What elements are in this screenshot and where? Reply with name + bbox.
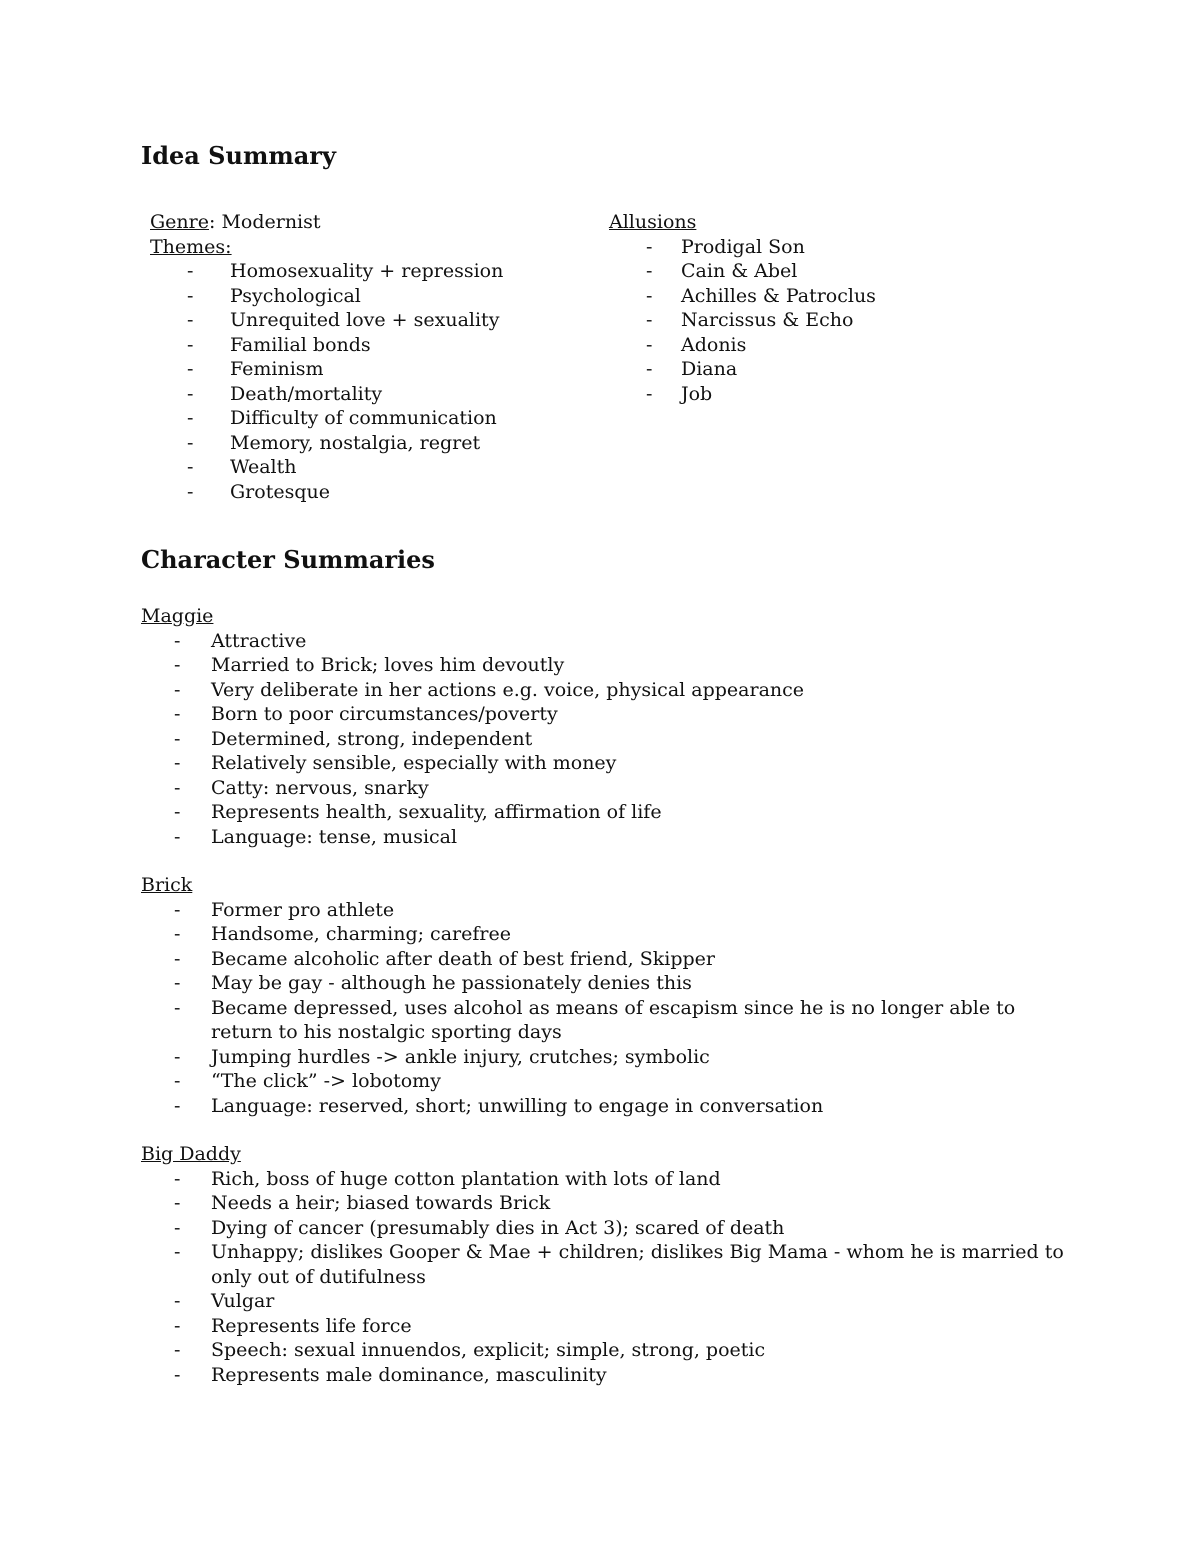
list-item xyxy=(141,971,1071,996)
dash-bullet: - xyxy=(174,1167,181,1190)
list-item xyxy=(141,1069,1071,1094)
list-item-text: Needs a heir; biased towards Brick xyxy=(211,1192,551,1214)
dash-bullet: - xyxy=(187,284,194,307)
dash-bullet: - xyxy=(174,1290,181,1312)
list-item xyxy=(141,653,1071,678)
allusions-list xyxy=(609,235,1009,407)
list-item xyxy=(141,1094,1071,1119)
dash-bullet: - xyxy=(174,1314,181,1337)
dash-bullet: - xyxy=(174,923,181,945)
dash-bullet: - xyxy=(174,1045,181,1068)
list-item-text: Very deliberate in her actions e.g. voice, physical appearance xyxy=(211,678,805,701)
list-item-text: Married to Brick; loves him devoutly xyxy=(211,654,565,676)
dash-bullet: - xyxy=(174,996,181,1019)
list-item xyxy=(141,1363,1071,1388)
dash-bullet: - xyxy=(174,801,181,823)
list-item-text: Cain & Abel xyxy=(681,260,798,282)
character-traits-list xyxy=(141,1167,1071,1388)
list-item-text: Language: tense, musical xyxy=(211,825,458,848)
list-item-text: Born to poor circumstances/poverty xyxy=(211,703,558,725)
list-item-text: Represents male dominance, masculinity xyxy=(211,1363,607,1386)
dash-bullet: - xyxy=(174,776,181,799)
list-item xyxy=(609,308,1009,333)
list-item xyxy=(141,996,1071,1045)
dash-bullet: - xyxy=(187,333,194,356)
dash-bullet: - xyxy=(187,456,194,478)
list-item xyxy=(150,480,570,505)
list-item-text: Became alcoholic after death of best friend, Skipper xyxy=(211,947,715,970)
dash-bullet: - xyxy=(646,333,653,356)
dash-bullet: - xyxy=(646,309,653,331)
list-item xyxy=(141,776,1071,801)
list-item xyxy=(141,800,1071,825)
genre-themes-column xyxy=(150,210,570,504)
dash-bullet: - xyxy=(174,1363,181,1386)
dash-bullet: - xyxy=(174,1192,181,1214)
list-item-text: Speech: sexual innuendos, explicit; simple, strong, poetic xyxy=(211,1339,766,1361)
list-item-text: Catty: nervous, snarky xyxy=(211,776,429,799)
dash-bullet: - xyxy=(646,382,653,405)
dash-bullet: - xyxy=(174,629,181,652)
list-item xyxy=(141,947,1071,972)
themes-list xyxy=(150,259,570,504)
list-item xyxy=(141,1216,1071,1241)
list-item-text: Homosexuality + repression xyxy=(230,260,504,282)
list-item xyxy=(141,1045,1071,1070)
list-item-text: Rich, boss of huge cotton plantation with lots of land xyxy=(211,1167,721,1190)
character-name: Big Daddy xyxy=(141,1143,241,1165)
list-item-text: May be gay - although he passionately denies this xyxy=(211,972,692,994)
character-traits-list xyxy=(141,898,1071,1119)
list-item-text: Prodigal Son xyxy=(681,235,805,258)
list-item-text: Language: reserved, short; unwilling to engage in conversation xyxy=(211,1094,824,1117)
list-item-text: Narcissus & Echo xyxy=(681,309,854,331)
list-item xyxy=(141,678,1071,703)
dash-bullet: - xyxy=(174,1070,181,1092)
dash-bullet: - xyxy=(187,358,194,380)
character-traits-list xyxy=(141,629,1071,850)
dash-bullet: - xyxy=(174,1241,181,1263)
list-item xyxy=(141,1338,1071,1363)
dash-bullet: - xyxy=(174,947,181,970)
list-item xyxy=(150,455,570,480)
dash-bullet: - xyxy=(174,1339,181,1361)
list-item-text: Represents life force xyxy=(211,1314,412,1337)
dash-bullet: - xyxy=(646,284,653,307)
list-item xyxy=(150,284,570,309)
dash-bullet: - xyxy=(174,1216,181,1239)
list-item-text: Handsome, charming; carefree xyxy=(211,923,511,945)
list-item xyxy=(150,259,570,284)
list-item xyxy=(141,751,1071,776)
character-name: Brick xyxy=(141,874,193,896)
list-item-text: Became depressed, uses alcohol as means of escapism since he is no longer able to return to his nostalgic sporting days xyxy=(211,996,1016,1043)
list-item xyxy=(609,382,1009,407)
character-block-maggie xyxy=(141,604,1071,849)
dash-bullet: - xyxy=(187,431,194,454)
list-item xyxy=(150,333,570,358)
allusions-column xyxy=(609,210,1009,406)
list-item xyxy=(141,1167,1071,1192)
dash-bullet: - xyxy=(174,825,181,848)
dash-bullet: - xyxy=(646,358,653,380)
list-item-text: Feminism xyxy=(230,358,324,380)
list-item xyxy=(150,308,570,333)
list-item-text: Attractive xyxy=(211,629,307,652)
dash-bullet: - xyxy=(187,407,194,429)
list-item-text: Difficulty of communication xyxy=(230,407,497,429)
list-item xyxy=(141,702,1071,727)
list-item-text: “The click” -> lobotomy xyxy=(211,1070,441,1092)
list-item xyxy=(141,727,1071,752)
list-item xyxy=(150,431,570,456)
dash-bullet: - xyxy=(174,727,181,750)
list-item-text: Job xyxy=(681,382,713,405)
themes-label: Themes: xyxy=(150,235,232,258)
list-item xyxy=(141,1289,1071,1314)
list-item xyxy=(141,1191,1071,1216)
character-summaries-heading: Character Summaries xyxy=(141,545,435,574)
list-item xyxy=(141,922,1071,947)
dash-bullet: - xyxy=(174,1094,181,1117)
dash-bullet: - xyxy=(174,898,181,921)
dash-bullet: - xyxy=(187,382,194,405)
dash-bullet: - xyxy=(187,480,194,503)
list-item-text: Unrequited love + sexuality xyxy=(230,309,500,331)
character-block-big-daddy xyxy=(141,1142,1071,1387)
list-item xyxy=(609,259,1009,284)
idea-summary-heading: Idea Summary xyxy=(141,141,336,170)
list-item-text: Memory, nostalgia, regret xyxy=(230,431,481,454)
list-item-text: Determined, strong, independent xyxy=(211,727,533,750)
dash-bullet: - xyxy=(646,235,653,258)
dash-bullet: - xyxy=(174,703,181,725)
list-item-text: Psychological xyxy=(230,284,361,307)
genre-label: Genre xyxy=(150,211,209,233)
list-item xyxy=(141,1314,1071,1339)
genre-value: : Modernist xyxy=(209,211,321,233)
dash-bullet: - xyxy=(174,654,181,676)
character-block-brick xyxy=(141,873,1071,1118)
list-item-text: Former pro athlete xyxy=(211,898,395,921)
list-item-text: Adonis xyxy=(681,333,747,356)
list-item xyxy=(150,382,570,407)
list-item-text: Grotesque xyxy=(230,480,330,503)
list-item-text: Diana xyxy=(681,358,738,380)
list-item xyxy=(609,357,1009,382)
list-item-text: Represents health, sexuality, affirmation of life xyxy=(211,801,662,823)
list-item xyxy=(609,235,1009,260)
list-item-text: Unhappy; dislikes Gooper & Mae + children; dislikes Big Mama - whom he is married to only out of dutifulness xyxy=(211,1241,1064,1288)
list-item xyxy=(141,825,1071,850)
list-item-text: Death/mortality xyxy=(230,382,383,405)
dash-bullet: - xyxy=(646,260,653,282)
list-item-text: Vulgar xyxy=(211,1290,275,1312)
list-item xyxy=(609,333,1009,358)
genre-line xyxy=(150,210,570,235)
list-item xyxy=(150,406,570,431)
allusions-label: Allusions xyxy=(609,211,697,233)
dash-bullet: - xyxy=(174,752,181,774)
dash-bullet: - xyxy=(174,972,181,994)
character-name: Maggie xyxy=(141,605,214,627)
list-item xyxy=(141,1240,1071,1289)
list-item xyxy=(141,629,1071,654)
list-item xyxy=(141,898,1071,923)
list-item xyxy=(609,284,1009,309)
list-item-text: Jumping hurdles -> ankle injury, crutches; symbolic xyxy=(211,1045,710,1068)
list-item-text: Dying of cancer (presumably dies in Act 3); scared of death xyxy=(211,1216,785,1239)
dash-bullet: - xyxy=(187,309,194,331)
dash-bullet: - xyxy=(174,678,181,701)
list-item-text: Wealth xyxy=(230,456,297,478)
list-item-text: Relatively sensible, especially with money xyxy=(211,752,617,774)
list-item xyxy=(150,357,570,382)
dash-bullet: - xyxy=(187,260,194,282)
list-item-text: Familial bonds xyxy=(230,333,371,356)
list-item-text: Achilles & Patroclus xyxy=(681,284,876,307)
